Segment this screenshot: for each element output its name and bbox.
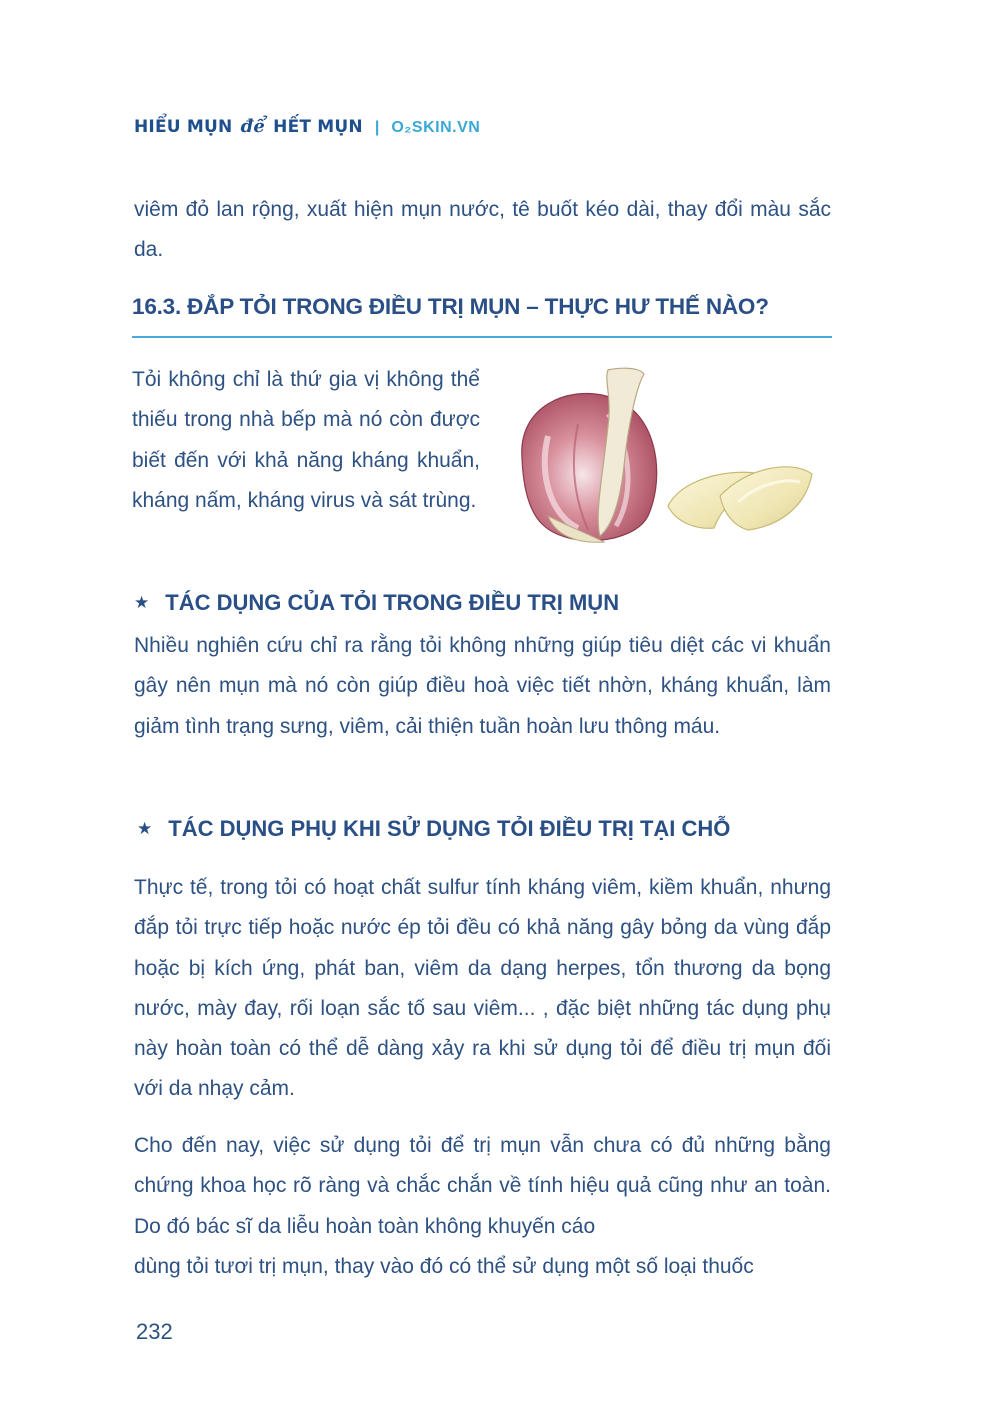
side-effects-paragraph: Thực tế, trong tỏi có hoạt chất sulfur tính kháng viêm, kiềm khuẩn, nhưng đắp tỏi trực tiếp hoặc nước ép tỏi đều có khả năng gây bỏng da vùng đắp hoặc bị kích ứng, phát ban, viêm da dạng herpes, tổn thương da bọng nước, mày đay, rối loạn sắc tố sau viêm... , đặc biệt những tác dụng phụ này hoàn toàn có thể dễ dàng xảy ra khi sử dụng tỏi để điều trị mụn đối với da nhạy cảm.	[134, 876, 831, 1101]
running-header	[134, 116, 480, 140]
book-title-part1: HIỂU MỤN	[134, 117, 233, 137]
site-name: O₂SKIN.VN	[391, 119, 481, 136]
header-separator: |	[374, 119, 380, 136]
book-title-connector: để	[240, 116, 266, 137]
carryover-paragraph: viêm đỏ lan rộng, xuất hiện mụn nước, tê buốt kéo dài, thay đổi màu sắc da.	[134, 198, 831, 262]
book-title-part2: HẾT MỤN	[273, 117, 363, 137]
side-effects-heading-text: TÁC DỤNG PHỤ KHI SỬ DỤNG TỎI ĐIỀU TRỊ TẠI CHỖ	[168, 816, 731, 841]
garlic-illustration	[508, 366, 820, 552]
star-icon: ★	[134, 593, 150, 612]
effects-paragraph: Nhiều nghiên cứu chỉ ra rằng tỏi không những giúp tiêu diệt các vi khuẩn gây nên mụn mà nó còn giúp điều hoà việc tiết nhờn, kháng khuẩn, làm giảm tình trạng sưng, viêm, cải thiện tuần hoàn lưu thông máu.	[134, 634, 831, 738]
conclusion-last-line: dùng tỏi tươi trị mụn, thay vào đó có thể sử dụng một số loại thuốc	[134, 1254, 754, 1278]
book-title	[134, 116, 363, 137]
garlic-intro-paragraph: Tỏi không chỉ là thứ gia vị không thể thiếu trong nhà bếp mà nó còn được biết đến với khả năng kháng khuẩn, kháng nấm, kháng virus và sát trùng.	[132, 368, 480, 512]
conclusion-text: Cho đến nay, việc sử dụng tỏi để trị mụn vẫn chưa có đủ những bằng chứng khoa học rõ ràng và chắc chắn về tính hiệu quả cũng như an toàn. Do đó bác sĩ da liễu hoàn toàn không khuyến cáo	[134, 1134, 831, 1238]
heading-underline	[132, 336, 832, 338]
conclusion-paragraph	[134, 1126, 831, 1287]
effects-heading	[134, 590, 619, 616]
page-number: 232	[136, 1319, 173, 1344]
side-effects-heading	[137, 816, 730, 842]
effects-heading-text: TÁC DỤNG CỦA TỎI TRONG ĐIỀU TRỊ MỤN	[165, 590, 620, 615]
section-heading: 16.3. ĐẮP TỎI TRONG ĐIỀU TRỊ MỤN – THỰC HƯ THẾ NÀO?	[132, 294, 769, 319]
star-icon: ★	[137, 819, 153, 838]
